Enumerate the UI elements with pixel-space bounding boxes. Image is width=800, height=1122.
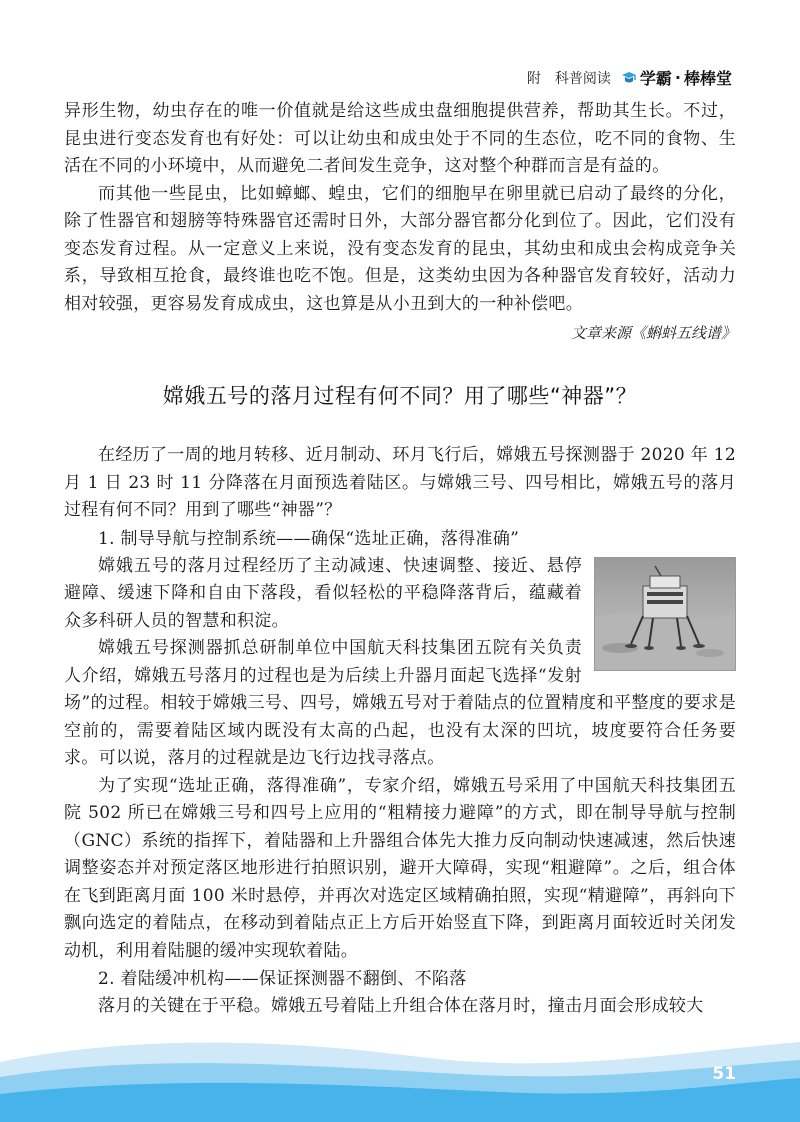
section-heading-1: 1. 制导导航与控制系统——确保“选址正确，落得准确” <box>98 528 520 549</box>
lunar-lander-photo <box>594 557 736 671</box>
section-heading-2: 2. 着陆缓冲机构——保证探测器不翻倒、不陷落 <box>98 969 467 989</box>
brand-name: 学霸 <box>639 69 672 88</box>
article-paragraph-5: 落月的关键在于平稳。嫦娥五号着陆上升组合体在落月时，撞击月面会形成较大 <box>98 996 704 1016</box>
article-paragraph-2: 嫦娥五号的落月过程经历了主动减速、快速调整、接近、悬停避障、缓速下降和自由下落段，看似轻松的平稳降落背后，蕴藏着众多科研人员的智慧和积淀。 <box>64 555 582 631</box>
brand-series: 棒棒堂 <box>683 69 732 88</box>
brand-separator: · <box>674 68 681 87</box>
graduation-cap-icon <box>621 70 637 86</box>
article-paragraph-4: 为了实现“选址正确，落得准确”，专家介绍，嫦娥五号采用了中国航天科技集团五院 502 所已在嫦娥三号和四号上应用的“粗精接力避障”的方式，即在制导导航与控制（GNC）系统的指挥下，着陆器和上升器组合体先大推力反向制动快速减速，然后快速调整姿态并对预定落区地形进行拍照识别，避开大障碍，实现“粗避障”。之后，组合体在飞到距离月面 100 米时悬停，并再次对选定区域精确拍照，实现“精避障”，再斜向下飘向选定的着陆点，在移动到着陆点正上方后开始竖直下降，到距离月面较近时关闭发动机，利用着陆腿的缓冲实现软着陆。 <box>64 775 736 961</box>
page-content <box>64 98 736 1021</box>
footer-wave-decoration <box>0 1012 800 1122</box>
page-number: 51 <box>712 1064 736 1084</box>
article-paragraph-3: 嫦娥五号探测器抓总研制单位中国航天科技集团五院有关负责人介绍，嫦娥五号落月的过程也是为后续上升器月面起飞选择“发射场”的过程。相较于嫦娥三号、四号，嫦娥五号对于着陆点的位置精度和平整度的要求是空前的，需要着陆区域内既没有太高的凸起，也没有太深的凹坑，坡度要符合任务要求。可以说，落月的过程就是边飞行边找寻落点。 <box>64 638 736 768</box>
article-title: 嫦娥五号的落月过程有何不同？用了哪些“神器”？ <box>162 384 638 408</box>
article-source: 文章来源《蝌蚪五线谱》 <box>570 324 736 342</box>
brand-logo <box>621 66 732 89</box>
intro-paragraph-2: 而其他一些昆虫，比如蟑螂、蝗虫，它们的细胞早在卵里就已启动了最终的分化，除了性器官和翅膀等特殊器官还需时日外，大部分器官都分化到位了。因此，它们没有变态发育过程。从一定意义上来说，没有变态发育的昆虫，其幼虫和成虫会构成竞争关系，导致相互抢食，最终谁也吃不饱。但是，这类幼虫因为各种器官发育较好，活动力相对较强，更容易发育成成虫，这也算是从小丑到大的一种补偿吧。 <box>64 183 736 314</box>
section-label: 附 科普阅读 <box>526 70 611 87</box>
article-paragraph-1: 在经历了一周的地月转移、近月制动、环月飞行后，嫦娥五号探测器于 2020 年 12 月 1 日 23 时 11 分降落在月面预选着陆区。与嫦娥三号、四号相比，嫦娥五号的落月过程有何不同？用到了哪些“神器”？ <box>64 445 736 520</box>
intro-paragraph-1: 异形生物，幼虫存在的唯一价值就是给这些成虫盘细胞提供营养，帮助其生长。不过，昆虫进行变态发育也有好处：可以让幼虫和成虫处于不同的生态位，吃不同的食物、生活在不同的小环境中，从而避免二者间发生竞争，这对整个种群而言是有益的。 <box>64 101 736 176</box>
running-header <box>527 66 732 89</box>
